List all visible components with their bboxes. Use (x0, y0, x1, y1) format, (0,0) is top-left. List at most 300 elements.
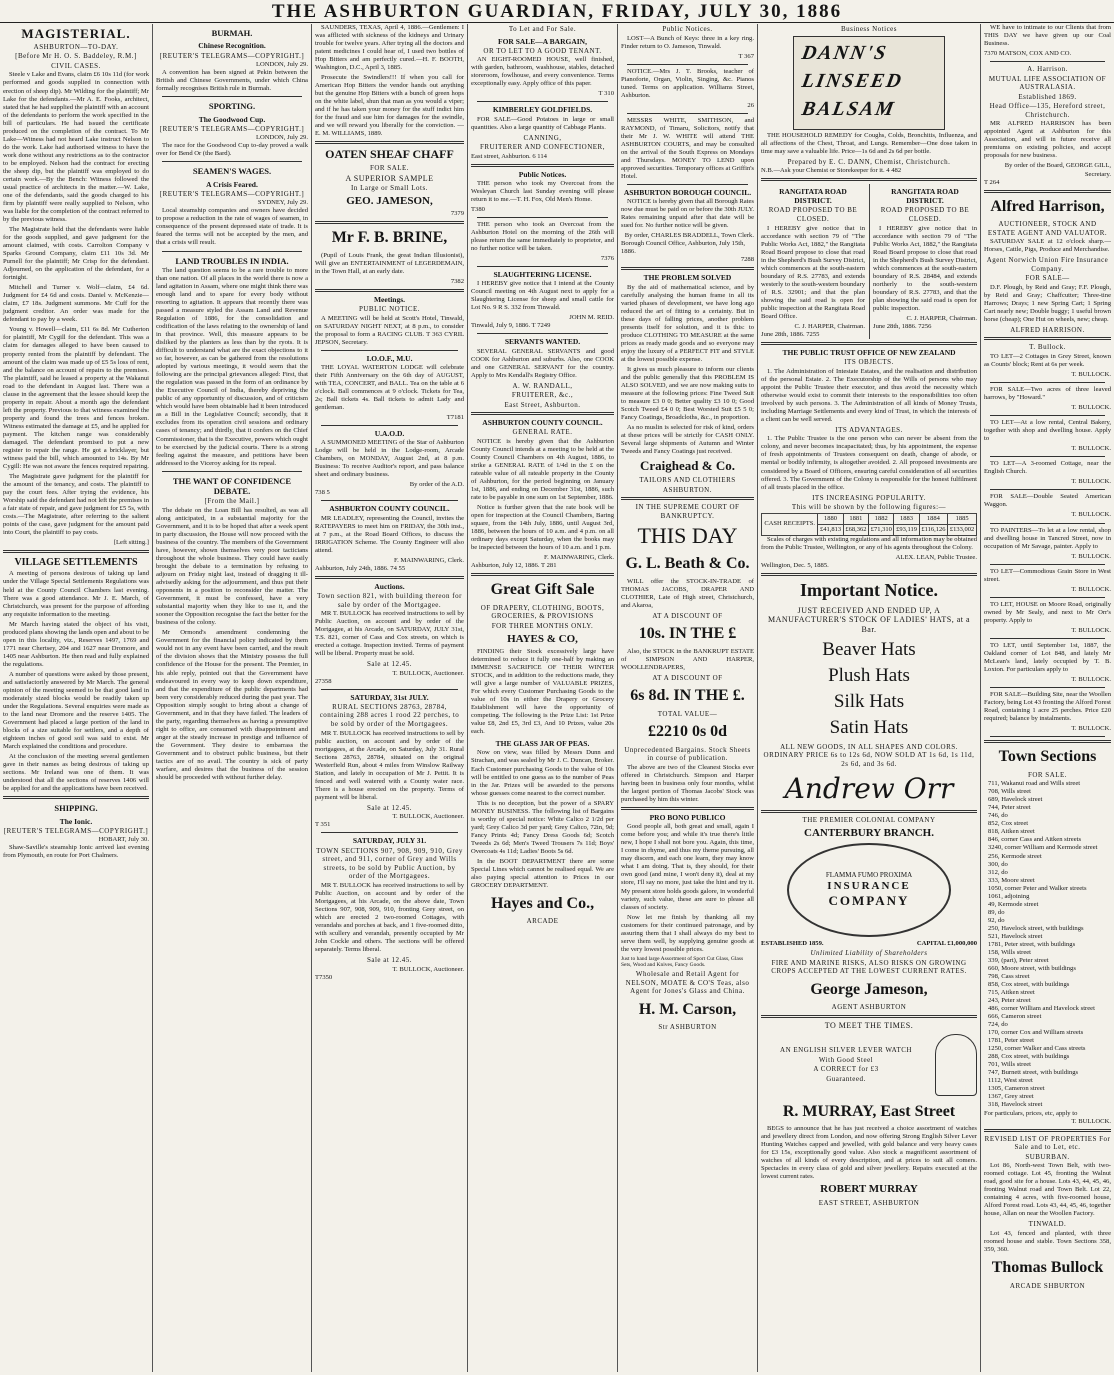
dateline: LONDON, July 29. (255, 134, 308, 142)
ad-name: T. Bullock. (1029, 343, 1066, 352)
ad-ref: T 281 (541, 562, 557, 570)
list-item: 486, corner William and Havelock street (988, 1005, 1095, 1013)
divider (990, 564, 1105, 565)
ad-sign: By order of the Board, GEORGE GILL, Secretary. (1004, 162, 1111, 178)
ad-body: FINDING their Stock excessively large have determined to reduce it fully one-half by making an IMMENSE SACRIFICE OF THEIR WINTER STOCK, and in addition to the reductions made, they will give a large number of VALUABLE PRIZES, For which every Customer Purchasing Goods to the value of 10s in either the Drapery or Grocery Establishment will have the opportunity of competing. The following is the Prize List: 1st Prize value £8, 2nd £5, 3rd £3, And 10 Prizes, value 20s each. (471, 647, 614, 736)
masthead (0, 0, 1114, 23)
article-paragraph: Mitchell and Turner v. Wolf—claim, £4 6d. Judgment for £4 6d and costs. Daniel v. McKenzie—claim, £7 18s. Judgment summons. Mr Cuff for the judgment creditor. An order was made for the defendant to pay by a week. (3, 284, 149, 324)
section-magisterial: MAGISTERIAL. (21, 26, 131, 41)
ad-heading: THE PUBLIC TRUST OFFICE OF NEW ZEALAND (782, 347, 956, 357)
testimonial: SAUNDERS, TEXAS, April 4, 1886.—Gentlemen: I was afflicted with sickness of the kidneys and Urinary trouble for twelve years. After trying all the doctors and patent medicines I could hear of, I used two bottles of Hop Bitters and am perfectly cured.—H. F. BOOTH, Washington, D.C., April 3, 1885. (315, 24, 464, 72)
ad-sub: CANTERBURY BRANCH. (804, 826, 934, 839)
divider (984, 337, 1111, 340)
list-item: 250, Havelock street, with buildings (988, 924, 1084, 932)
ad-sub: Unlimited Liability of Shareholders (810, 949, 928, 958)
list-item: 243, Peter street (988, 997, 1031, 1005)
small-ad: FOR SALE—Building Site, near the Woollen Factory, being Lot 43 fronting the Alford Forest Road, containing 1 acre 25 perches. Price £20 required; balance by instalments. (984, 691, 1111, 723)
year-cell: 1885 (948, 513, 977, 524)
list-item: 3240, corner William and Kermode street (988, 844, 1098, 852)
year-cell: 1883 (894, 513, 919, 524)
divider (321, 689, 458, 690)
ad-name: H. M. Carson, (638, 1000, 737, 1018)
wire-credit: [REUTER'S TELEGRAMS—COPYRIGHT.] (3, 826, 149, 835)
ad-sign: C. J. HARPER, Chairman. (906, 314, 977, 322)
seal-text: COMPANY (828, 893, 910, 909)
ad-body: (Pupil of Louis Frank, the great Indian Illusionist), Will give an ENTERTAINMENT of LEGERDEMAIN, in the Town Hall, at an early date. (315, 251, 464, 275)
article-paragraph: The debate on the Loan Bill has resulted, as was all along anticipated, in a substantial majority for the Government, and it is to be hoped that after a week spent in party discussion, the House will now proceed with the business of the country. The members of the Government have, however, shown themselves very poor tacticians throughout the whole business. They could have easily brought the debate to a termination by refusing to adjourn on Friday night last, instead of dragging it ill-advisedly asking for the adjournment, and thus put their opponents in a position to reconsider the matter. The Government, it must be confessed, have a very substantial majority when they like to use it, and the sooner the Opposition recognise the fact the better for the business of the colony. (156, 506, 308, 627)
ad-ref: T 310 (598, 90, 614, 98)
ad-sign-row (984, 50, 1111, 58)
divider (984, 1129, 1111, 1132)
list-item: 744, Peter street (988, 804, 1031, 812)
ad-sub: Prepared by E. C. DANN, Chemist, Christchurch. (787, 157, 951, 166)
value-cell: £133,002 (948, 524, 977, 535)
watch-ad-row (761, 1032, 977, 1098)
ad-sign: C. J. HARPER, Chairman. (794, 322, 865, 330)
ad-sign: ALEX. LEAN, Public Trustee. (895, 553, 977, 561)
list-item: 858, Cox street, with buildings (988, 981, 1070, 988)
ad-addr: Str ASHBURTON (658, 1023, 717, 1032)
ad-body: Notice is further given that the rate book will be open for inspection at the Council Chambers, Baring square, from the 14th July, 1886, until August 3rd, 1886, between the hours of 10 a.m. and 4 p.m. on all ordinary days except Saturday, when the books may be inspected between the hours of 10 a.m. and 1 p.m. (471, 504, 614, 552)
ad-heading: FOR SALE—A BARGAIN, (498, 36, 587, 46)
ad-sign: F. MAINWARING, Clerk. (544, 554, 614, 562)
list-item: 92, do (988, 916, 1005, 924)
dateline: ASHBURTON—TO-DAY. (33, 42, 119, 51)
civil-cases-head: CIVIL CASES. (51, 61, 101, 70)
value-cell: £116,126 (919, 524, 948, 535)
ad-ref: 6 114 (532, 152, 547, 160)
article-paragraph: The Magistrate held that the defendants were liable for the goods supplied, and gave judgment for the amount claimed, with costs. Carrolton Company v Sparks Ground Company, claim £11 10s 3d. Mr Purnell for the plaintiff; Mr Crisp for the defendant. Adjourned, on the application of the defendant, for a fortnight. (3, 226, 149, 282)
ad-body: I HEREBY give notice that in accordance with section 79 of "The Public Works Act, 1882," the Rangitata Road Board propose to close that road in the Shepherd's Bush Survey District, which commences at the south-eastern boundary of R.S. 28484, and extends northerly to the south-western boundary of R.S. 27783, and that the plan showing the said road is open for public inspection. (873, 224, 977, 312)
ad-sub: AUCTIONEER, STOCK AND ESTATE AGENT AND VALUATOR. (987, 220, 1108, 237)
ad-sub: Town section 821, with building thereon for sale by order of the Mortgagee. (317, 591, 462, 609)
ad-ref: T 264 (984, 178, 1000, 186)
ad-date-row (315, 565, 464, 573)
ad-body: It gives us much pleasure to inform our clients and the public generally that this PROBLEM IS ALSO SOLVED, and we are now making suits to measure at the following prices: Fine Tweed Suit to measure £3 0 0; Better quality £3 10 0; Good Scotch Tweed £4 0 0; Best Worsted Suit £5 5 0; Fancy Coatings, Broadcloths, &c., in proportion. (621, 365, 754, 422)
ad-heading: SERVANTS WANTED. (504, 337, 581, 347)
divider (477, 266, 608, 267)
ad-sub: In Large or Small Lots. (351, 184, 428, 193)
list-item: 1061, adjoining (988, 892, 1030, 900)
divider (321, 350, 458, 351)
ad-heading: THE PREMIER COLONIAL COMPANY (802, 816, 936, 825)
ad-addr: East street, Ashburton. (471, 152, 531, 160)
est-capital-row (761, 940, 977, 948)
list-item: 1781, Peter street (988, 1037, 1034, 1045)
ad-note: N.B.—Ask your Chemist or Storekeeper for it. (761, 167, 885, 175)
ad-sub: Established 1869. (1018, 92, 1077, 101)
ad-sub: AT A DISCOUNT OF (652, 611, 723, 620)
headline-seamens-wages: SEAMEN'S WAGES. (192, 166, 272, 177)
list-item: 318, Havelock street (988, 1101, 1043, 1109)
ad-addr: ASHBURTON. (663, 485, 712, 494)
ad-ref: 7382 (450, 277, 464, 285)
watch-ad-text (761, 1045, 931, 1084)
ad-note: For particulars, prices, etc, apply to (984, 1109, 1078, 1117)
list-item: 1781, Peter street, with buildings (988, 940, 1076, 948)
subhead: Chinese Recognition. (198, 41, 266, 51)
ad-heading: A. Harrison. (1027, 65, 1068, 74)
ad-addr: Borough Council Office, Ashburton, July 15th, 1886. (621, 240, 746, 256)
article-paragraph: Local steamship companies and owners have decided to propose a reduction in the rate of wages of seamen, in consequence of the present depressed state of trade. It is feared the terms will not be accepted by the men, and that a crisis will result. (156, 207, 308, 247)
ad-body: A SUMMONED MEETING of the Star of Ashburton Lodge will be held in the Lodge-room, Arcade Chambers, on MONDAY, August 2nd, at 8 p.m. Business: To receive Auditor's report, and pass balance sheet and ordinary business. (315, 439, 464, 479)
ad-sub: FIRE AND MARINE RISKS, ALSO RISKS ON GROWING CROPS ACCEPTED AT THE LOWEST CURRENT RATES. (771, 958, 967, 976)
divider (990, 597, 1105, 598)
subhead: A Crisis Feared. (206, 179, 258, 189)
ad-sub: ROAD PROPOSED TO BE CLOSED. (880, 206, 970, 223)
cash-label: CASH RECEIPTS. (762, 513, 818, 535)
ad-heading: ASHBURTON BOROUGH COUNCIL. (623, 188, 752, 198)
list-item: 1112, West street (988, 1077, 1033, 1085)
divider (761, 573, 977, 576)
ad-sign: ROBERT MURRAY (820, 1183, 918, 1196)
ad-heading: IN THE SUPREME COURT OF BANKRUPTCY. (635, 503, 740, 520)
ad-body: BEGS to announce that he has just received a choice assortment of watches and jewellery direct from London, and now offering Strong English Silver Lever Hunting Watches capped and jewelled, with gold balance and very heavy cases for £3 15s, exceptionally good value. Also stock a magnificent assortment of watches of all kinds of every description, and at prices to suit all comers. Spectacles in every class of gold and silver jewellery. Repairs executed at the lowest current rates. (761, 1125, 977, 1181)
ad-body: MR T. BULLOCK has received instructions to sell by public auction, on account and by order of the mortgagees, at the Arcade, on Saturday, July 31. Rural Sections 28763, 28784, situated on the original Westerfield Run, about 4 miles from Winslow Railway Station, and lately in occupation of Mr J. Pettit. It is fenced and well watered with a County water race. There is a house erected on the property. Terms of payment will be liberal. (315, 729, 464, 801)
year-cell: 1882 (869, 513, 894, 524)
ad-date: Ashburton, July 12, 1886. (471, 562, 540, 570)
ad-heading: ASHBURTON COUNTY COUNCIL. (482, 418, 603, 428)
ad-ref: 7288 (740, 256, 754, 264)
ad-sub: ITS ADVANTAGES. (835, 425, 903, 434)
bullock-ads (984, 353, 1111, 737)
ad-name: Thomas Bullock (991, 1259, 1104, 1276)
ad-body: D.F. Plough, by Reid and Gray; F.F. Plough, by Reid and Gray; Chaffcutter; Three-tine Harrows; Drays; 1 new Spring Cart; 1 Spring Cart nearly new; Double buggy; 1 useful brown horse (cheap); One Hut on wheels, new; cheap. (984, 283, 1111, 323)
ad-sign: ALFRED HARRISON. (1010, 325, 1085, 334)
ad-sub: OR TO LET TO A GOOD TENANT. (483, 46, 602, 55)
ad-body: AN EIGHT-ROOMED HOUSE, well finished, with garden, bathroom, washhouse, stables, detached storeroom, fowlhouse, and every convenience. Terms exceptionally easy. Apply office of this paper. (471, 56, 614, 88)
ad-sub: ITS OBJECTS. (844, 358, 894, 367)
ad-sub: TINWALD. (1028, 1220, 1067, 1229)
testimonial: Prosecute the Swindlers!!! If when you call for American Hop Bitters the vendor hands out anything but the genuine Hop Bitters with a bunch of green hops on the white label, shun that man as you would a viper; and if he has taken your money for the stuff indict him for the fraud and sue him for damages for the swindle, and we will reward you liberally for the conviction. —E. M. WILLIAMS, 1889. (315, 74, 464, 138)
divider (477, 217, 608, 218)
divider (162, 471, 302, 472)
divider (162, 96, 302, 97)
column-category: To Let and For Sale. (508, 25, 577, 33)
divider (984, 190, 1111, 193)
ad-name: G. L. Beath & Co. (625, 555, 750, 573)
seal-text: INSURANCE (827, 879, 911, 892)
ad-sub: OF DRAPERY, CLOTHING, BOOTS, GROCERIES, & PROVISIONS (480, 603, 605, 621)
ad-sign: T. BULLOCK. (1071, 725, 1111, 733)
ad-addr: ARCADE SHBURTON (1009, 1281, 1086, 1290)
ad-ref: T7350 (315, 973, 333, 981)
divider (990, 638, 1105, 639)
divider (990, 382, 1105, 383)
ad-sub: TOWN SECTIONS 907, 908, 909, 910, Grey street, and 911, corner of Grey and Wills streets, to be sold by Public Auction, by order of the Mortgagees. (316, 846, 463, 881)
article-paragraph: Young v. Howell—claim, £11 6s 8d. Mr Cutherton for plaintiff, Mr Cygill for the defendant. This was a claim for damages alleged to have been caused to property rented from the plaintiff by defendant. The amount of the claim was made up of £5 5s loss of rent, and the balance on account of repairs to the premises. The plaintiff, said he leased a property at the Wakanui road to the defendant in August last. There was a clause in the agreement that the lessee should keep the property in repair. About a month ago the defendant left the property. Previous to that witness examined the property and found the trees and fences broken. Witness estimated the damage at £5, and he applied for payment. The kitchen range was considerably damaged. The defendant promised to put a new register to repair the range. He got a bricklayer, but witness paid the bill, which amounted to 14s. By Mr Cygill: He was not aware the fences required repairing. (3, 326, 149, 470)
ad-sub: ITS INCREASING POPULARITY. (812, 493, 926, 502)
divider (321, 500, 458, 501)
ad-body: Lot 43, fenced and planted, with three roomed house and stable. Town Sections 358, 359, 360. (984, 1229, 1111, 1253)
value-cell: £41,813 (818, 524, 843, 535)
list-item: 846, corner Cass and Aitken streets (988, 836, 1082, 844)
column-ads-5 (618, 24, 758, 1372)
list-item: 170, corner Cox and William streets (988, 1029, 1084, 1037)
ad-sub: FRUITERER, &c., (511, 391, 574, 400)
ad-body: As no muslin is selected for risk of kind, orders at these prices will be strictly for CASH ONLY. Several large shipments of Autumn and Winter Tweeds and Fancy Coatings just received. (621, 424, 754, 456)
small-ad: TO LET—2 Cottages in Grey Street, known as Counts' block; Rent at 6s per week. (984, 353, 1111, 369)
ad-name: R. MURRAY, East Street (782, 1102, 956, 1120)
ad-date: Ashburton, July 24th, 1886. (315, 564, 389, 572)
ad-body: In the BOOT DEPARTMENT there are some Special Lines which cannot be realised equal. We are also paying special attention to Prices in our GROCERY DEPARTMENT. (471, 857, 614, 889)
divider (761, 810, 977, 813)
ad-sub: Agent Norwich Union Fire Insurance Company. (986, 256, 1109, 273)
article-paragraph: Mr Ormond's amendment condemning the Government for the financial policy indicated by them would not in any event have been carried, and the result of the division shows that the Ministry possess the full confidence of the House for the present. The Premier, in his able reply, pointed out that the Government have endeavoured in every way to keep down expenditure, and that the expenditure of the public departments had been very considerably reduced during the past year. The Opposition simply sought to bring about a change of Government, and in that they have failed. The leaders of the party, regarding themselves as having a presumptive right to office, are consumed with disappointment and anger at the steady increase in prestige and influence of the Government. They desire to embarrass the Government and to obstruct public business, but their tactics are of no avail. The country is sick of party warfare, and desires that the business of the session should be proceeded with without further delay. (156, 629, 308, 781)
value-cell: £93,119 (894, 524, 919, 535)
ad-ref: 27358 (315, 677, 332, 685)
ad-sub: GENERAL RATE. (512, 428, 573, 437)
list-item: 1367, Grey street (988, 1093, 1034, 1101)
divider (471, 412, 614, 415)
list-item: 300, do (988, 860, 1008, 868)
ad-body: THE LOYAL WATERTON LODGE will celebrate their Fifth Anniversary on the 6th day of AUGUST, with TEA, CONCERT, and BALL. Tea on the table at 6 o'clock. Ball commences at 9 o'clock. Tickets for Tea, 2s; Ball tickets 4s. Ball tickets to admit Lady and gentleman. (315, 363, 464, 412)
ad-heading: RANGITATA ROAD DISTRICT. (779, 187, 847, 206)
ad-capital: CAPITAL £1,000,000 (916, 940, 977, 948)
ad-sign: T. BULLOCK. (1071, 675, 1111, 683)
ad-sub: FOR SALE. (1027, 770, 1068, 779)
ad-body: MESSRS WHITE, SMITHSON, and RAYMOND, of Timaru, Solicitors, notify that their Mr J. W. WHITE will attend THE ASHBURTON COURTS, and may be consulted on the arrival of the South Express on Mondays and Thursdays. MONEY TO LEND upon approved securities. Temporary offices at Griffin's Hotel. (621, 116, 754, 180)
ad-addr: Wellington, Dec. 5, 1885. (761, 561, 829, 569)
ad-body: A MEETING will be held at Scott's Hotel, Tinwald, on SATURDAY NIGHT NEXT, at 8 p.m., to consider the proposal to form a RACING CLUB. T 363 CYRIL JEPSON, Secretary. (315, 314, 464, 346)
ad-heading: RANGITATA ROAD DISTRICT. (891, 187, 959, 206)
ad-heading: THE PROBLEM SOLVED (643, 273, 732, 283)
logo-text: BALSAM (800, 97, 898, 120)
article-paragraph: A number of questions were asked by those present, and satisfactorily answered by Mr March. The general opinion of the meeting seemed to be that good land in moderately sized blocks would be readily taken up under the Regulations. Several enquiries were made as to the land near Dromore and the reserve 1405. The Government had placed a large portion of the land in blocks of a size suitable for settlers, and a depth of eighteen inches of good soil was said to exist. Mr March explained the conditions and procedure. (3, 670, 149, 751)
column-category: Public Notices. (662, 25, 713, 33)
linseed-balsam-logo (793, 36, 945, 130)
list-item: 521, Havelock street (988, 932, 1043, 940)
divider (990, 456, 1105, 457)
ad-ref: 74 55 (390, 564, 406, 572)
ad-heading: SATURDAY, 31st JULY. (350, 692, 429, 702)
divider (315, 221, 464, 224)
ad-town-sections-title: Town Sections (998, 748, 1097, 766)
ad-date-row (761, 331, 865, 339)
ad-body: WE have to intimate to our Clients that from THIS DAY we have given up our Coal Business. (984, 24, 1111, 48)
ad-body: By the aid of mathematical science, and by carefully analysing the human frame in all its varied phases of development, we have long ago reduced the art of fitting to a certainty. But in these days of falling prices, another problem presents itself for solution, and it is this: to produce CLOTHING TO MEASURE at the same prices as ready made goods and so everyone may enjoy the luxury of a PERFECT FIT and STYLE at the lowest possible expense. (621, 283, 754, 363)
value-cell: £68,362 (843, 524, 868, 535)
ad-heading: THE GLASS JAR OF PEAS. (495, 739, 590, 749)
list-item: 852, Cox street (988, 820, 1029, 828)
ad-sub: PUBLIC NOTICE. (358, 305, 421, 314)
divider (990, 523, 1105, 524)
ad-ref: 7370 (984, 50, 998, 58)
dateline: LONDON, July 29. (255, 61, 308, 69)
ad-established: ESTABLISHED 1859. (761, 940, 824, 948)
ad-sub: ALL NEW GOODS, IN ALL SHAPES AND COLORS. ORDINARY PRICE 6s to 12s 6d, NOW SOLD AT 1s 6d, 1s 11d, 2s 6d, and 3s 6d. (763, 742, 975, 768)
road-notices-row (761, 184, 977, 339)
ad-discount: 6s 8d. IN THE £. (630, 687, 745, 705)
divider (621, 267, 754, 270)
ad-gift-sale-title: Great Gift Sale (490, 581, 595, 599)
ad-sign: T. BULLOCK. (1071, 585, 1111, 593)
divider (321, 832, 458, 833)
ad-name: George Jameson, (810, 980, 928, 998)
list-item: 715, Aitken street (988, 989, 1035, 997)
ad-name: Hayes and Co., (490, 894, 595, 912)
sections-list (984, 780, 1111, 1109)
ad-sub: With Good Steel (818, 1055, 874, 1064)
ad-sub: TOTAL VALUE— (657, 709, 718, 718)
ad-body: SEVERAL GENERAL SERVANTS and good COOK for Ashburton and suburbs. Also, one COOK and one GENERAL SERVANT for the country. Apply to Mrs Kendall's Registry Office. (471, 347, 614, 379)
ad-sub: FOR THREE MONTHS ONLY. (491, 622, 594, 631)
ad-body: MR T. BULLOCK has received instructions to sell by Public Auction, on account and by order of the Mortgagee, at his Arcade, on SATURDAY, JULY 31st, T.S. 821, corner of Cass and Cox streets, on which is erected a cottage. Inspection invited. Terms of payment will be liberal. Property must be sold. (315, 610, 464, 658)
ad-heading: SLAUGHTERING LICENSE. (493, 270, 592, 280)
ad-heading: KIMBERLEY GOLDFIELDS. (492, 105, 593, 115)
ad-addr: AGENT ASHBURTON (831, 1003, 907, 1012)
ad-name: Craighead & Co. (640, 458, 735, 474)
ad-body: THE HOUSEHOLD REMEDY for Coughs, Colds, Bronchitis, Influenza, and all affections of the Chest, Throat, and Lungs. Remember—One dose taken in time may save a valuable life. Price—1s 6d and 2s 6d per bottle. (761, 131, 977, 155)
clock-icon (935, 1034, 977, 1096)
small-ad: FOR SALE—Two acres of three leaved harrows, by "Howard." (984, 386, 1111, 402)
list-item: 701, Wills street (988, 1061, 1032, 1069)
divider (315, 289, 464, 292)
ad-body: Good people all, both great and small, again I come before you; and while it's true there's little new, I hope I shall not bore you. Again, this time, I come in rhyme, and thus my theme pursuing, all may discern, and each one learn, they may know what I am doing. That is, they should, for their own good (and mine, I won't deny it), deal at my store, I'll say no more, just take the hint and try it. My present store holds goods galore, in wonderful variety, such value, these are sure to please all classes of society. (621, 823, 754, 911)
divider (984, 740, 1111, 743)
road-notice (869, 184, 977, 339)
cash-receipts-table (761, 513, 977, 536)
hat-line: Beaver Hats (822, 638, 916, 660)
ad-sign: F. MAINWARING, Clerk. (394, 556, 464, 564)
ad-name: A. W. RANDALL, (512, 381, 573, 390)
ad-name: Alfred Harrison, (990, 197, 1105, 215)
divider (321, 425, 458, 426)
ad-body: The above are two of the Cleanest Stocks ever offered in Christchurch. Simpson and Harper having been in business only four months, whilst the largest portion of Thomas Jacobs' Stock was purchased by him this winter. (621, 763, 754, 804)
ad-body: LOST—A Bunch of Keys: three in a key ring. Finder return to O. Jameson, Tinwald. (621, 34, 754, 50)
ad-name: JOHN M. REID. (569, 314, 614, 322)
ad-body: THE person who took an Overcoat from the Ashburton Hotel on the morning of the 26th will please return the same immediately to proprietor, and no further notice will be taken. (471, 220, 614, 253)
ad-sub: MUTUAL LIFE ASSOCIATION OF AUSTRALASIA. (988, 74, 1107, 92)
divider (627, 184, 748, 185)
ad-sign: T. BULLOCK. (1071, 1117, 1111, 1125)
divider (621, 497, 754, 500)
ad-note: Unprecedented Bargains. Stock Sheets in course of publication. (624, 745, 751, 763)
left-sitting: [Left sitting.] (113, 539, 149, 547)
ad-heading: PRO BONO PUBLICO (649, 813, 726, 823)
section-shipping: SHIPPING. (54, 803, 98, 814)
article-paragraph: Steele v Lake and Evans, claim £6 10s 11d (for work performed and goods supplied in connection with erection of sheep dip). Mr Wilding for the plaintiff; Mr Lake for the defendants.—Mr A. E. Fooks, architect, stated that he had supplied the plaintiff with an account of the defendants to perform the work specified in the bill of particulars. He had issued the certificate produced on the completion of the contract. To Mr Lake—Witness had not heard Lake instruct Nelson to do the work. Lake had authorised witness to have the work done without any restrictions as to the contractor to be employed. Nelson had the contract for erecting the sheep dip, but the plaintiff was employed to do certain work.—By the Bench: Witness followed the usual practice of architects in the matter.—W. Lake, one of the defendants, said the goods charged to his firm by plaintiff were really supplied to Nelson, who was liable for the completion of the contract referred to by the previous witness. (3, 71, 149, 224)
ad-sign: T. BULLOCK. (1071, 626, 1111, 634)
divider (471, 164, 614, 167)
ad-total: £2210 0s 0d (647, 723, 728, 741)
ad-heading: SATURDAY, JULY 31. (352, 836, 427, 846)
logo-text: LINSEED (800, 69, 905, 92)
ad-ref: T 7249 (531, 322, 551, 330)
ad-body: THE person who took my Overcoat from the Wesleyan Church last Sunday evening will please return it to me.—T. H. Fox, Old Men's Home. (471, 179, 614, 203)
ad-sub: A SUPERIOR SAMPLE (345, 173, 434, 183)
ad-heading: U.A.O.D. (374, 429, 405, 439)
ad-sign: T. BULLOCK, Auctioneer. (392, 965, 464, 973)
divider (162, 161, 302, 162)
ad-sign: MATSON, COX AND CO. (998, 50, 1072, 58)
ad-ref: 7379 (450, 210, 464, 218)
list-item: 660, Moore street, with buildings (988, 964, 1076, 972)
ad-discount: 10s. IN THE £ (638, 625, 737, 643)
ad-ref: 7255 (806, 330, 820, 338)
ad-body: 1. The Public Trustee is the one person who can never be absent from the colony, and never becomes incapacitated; thus, by his appointment, the expense of fresh appointments of Trustees consequent on death, change of abode, or mental or bodily infirmity, is altogether avoided. 2. All proposed investments are considered by a Board of Officers, ensuring careful consideration of all securities offered. 3. The Government of the Colony is responsible for the honest fulfilment of all trusts placed in the office. (761, 435, 977, 491)
article-paragraph: Mr March having stated the object of his visit, produced plans showing the lands open and about to be open in this locality, viz., Reserves 1497, 1769 and 1771 near Chertsey, 204 and 1627 near Dromore, and 1405 near Ashburton. He then read and fully explained the regulations. (3, 620, 149, 668)
ad-sub: ROAD PROPOSED TO BE CLOSED. (768, 206, 858, 223)
ad-ref: T7181 (446, 414, 464, 422)
list-item: 339, (part), Peter street (988, 956, 1049, 964)
column-ads-7 (981, 24, 1114, 1372)
hat-line: Silk Hats (833, 691, 905, 713)
column-business-notices (758, 24, 981, 1372)
small-ad: TO PAINTERS—To let at a low rental, shop and dwelling house in Tancred Street, now in occupation of Mr Savage, painter. Apply to (984, 526, 1111, 550)
ad-sub: RURAL SECTIONS 28763, 28784, containing 288 acres 1 rood 22 perches, to be sold by order of the Mortgagees. (319, 702, 460, 729)
ad-addr: ARCADE (526, 917, 559, 926)
ad-sub: AT A DISCOUNT OF (652, 673, 723, 682)
list-item: 724, do (988, 1021, 1008, 1029)
ad-sub: Guaranteed. (826, 1074, 866, 1083)
ad-sub: SUBURBAN. (1025, 1152, 1070, 1161)
list-item: 256, Kermode street (988, 852, 1042, 860)
ad-sign: By order of the A.D. (409, 481, 464, 489)
ad-sub: JUST RECEIVED AND ENDED UP, A MANUFACTURER'S STOCK OF LADIES' HATS, at a Bar. (767, 605, 971, 635)
divider (990, 415, 1105, 416)
ad-sign: T. BULLOCK. (1071, 552, 1111, 560)
ad-sub: AN ENGLISH SILVER LEVER WATCH (780, 1046, 912, 1055)
divider (621, 807, 754, 810)
divider (990, 687, 1105, 688)
ad-sub: TAILORS AND CLOTHIERS (639, 476, 736, 485)
ad-ref: 4 482 (886, 167, 902, 175)
ad-body: I HEREBY give notice that I intend at the County Council meeting on 4th August next to apply for a Slaughtering License for sheep and small cattle for Lot No. 9 R S. 332 from Tinwald. (471, 280, 614, 312)
dateline: HOBART, July 30. (98, 836, 149, 844)
ad-price: A CORRECT for £3 (813, 1065, 879, 1074)
divider (3, 550, 149, 553)
divider (761, 1015, 977, 1018)
divider (477, 333, 608, 334)
divider (162, 251, 302, 252)
list-item: 89, do (988, 908, 1005, 916)
ad-sign: T. BULLOCK. (1071, 478, 1111, 486)
ad-sign: T. BULLOCK. (1071, 445, 1111, 453)
list-item: 666, Cameron street (988, 1013, 1042, 1021)
ad-addr: EAST STREET, ASHBURTON (818, 1198, 920, 1207)
ad-date: June 28th, 1886. (761, 330, 805, 338)
ad-sub: FRUITERER AND CONFECTIONER, (480, 143, 605, 152)
ad-date-row (873, 323, 977, 331)
ad-sign: T. BULLOCK. (1071, 371, 1111, 379)
ad-body: NOTICE is hereby given that the Ashburton County Council intends at a meeting to be held at the County Council Chambers on 4th August, 1886, to strike a GENERAL RATE of 1/4d in the £ on the rateable value of all rateable property in the County of Ashburton, for the period beginning on January 1st, 1886, and ending on December 31st, 1886, such rate to be payable in one sum on 1st September, 1886. (471, 437, 614, 502)
ad-sign: T. BULLOCK. (1071, 404, 1111, 412)
column-telegrams (153, 24, 312, 1372)
divider (315, 576, 464, 579)
ad-heading: ASHBURTON COUNTY COUNCIL. (329, 504, 450, 514)
ad-body: MR T. BULLOCK has received instructions to sell by Public Auction, on account and by order of the Mortgagees, at his Arcade, on the above date, Town Sections 907, 908, 909, 910, fronting Grey street, on which are erected 2 two-roomed Cottages, with verandahs and porches at back, and 1 five-roomed ditto, with scullery and verandah, presently occupied by Mr John Cockle and others. The sections will be offered separately. Terms liberal. (315, 881, 464, 953)
ad-sub: This will be shown by the following figures:— (791, 503, 947, 512)
ad-note-row (761, 167, 977, 175)
ad-body: Also, the STOCK in the BANKRUPT ESTATE of SIMPSON AND HARPER, WOOLLENDRAPERS, (621, 647, 754, 671)
ad-name: GEO. JAMESON, (346, 194, 433, 207)
ad-category: Public Notices. (518, 169, 567, 179)
ad-body: SATURDAY SALE at 12 o'clock sharp.—Horses, Cattle, Pigs, Produce and Merchandise. (984, 238, 1111, 254)
ad-ref: 26 (747, 101, 754, 109)
ad-body: WILL offer the STOCK-IN-TRADE of THOMAS JACOBS, DRAPER AND CLOTHIER, Late of High street, Christchurch, and Akaroa, (621, 577, 754, 609)
divider (3, 796, 149, 799)
dateline: SYDNEY, July 29. (257, 199, 308, 207)
ad-brine-title: Mr F. B. BRINE, (331, 229, 448, 247)
ad-name: HAYES & CO, (507, 632, 578, 645)
column-ads-4 (468, 24, 618, 1372)
divider (471, 573, 614, 576)
list-item: 312, do (988, 868, 1008, 876)
ad-body: Now on view, was filled by Messrs Dunn and Strachan, and was sealed by Mr J. C. Duncan, Broker. Each Customer purchasing Goods to the value of 10s will be entitled to one guess as to the number of Peas in the Jar. Prizes will be awarded to the persons whose guesses come nearest to the correct number. (471, 749, 614, 797)
article-paragraph: A meeting of persons desirous of taking up land under the Village Special Settlements Regulations was held at the County Council Chambers last evening. There was a good attendance. Mr J. E. March, of Christchurch, was present for the purpose of affording any requisite information to the meeting. (3, 570, 149, 618)
ad-sign: T. BULLOCK. (1071, 511, 1111, 519)
